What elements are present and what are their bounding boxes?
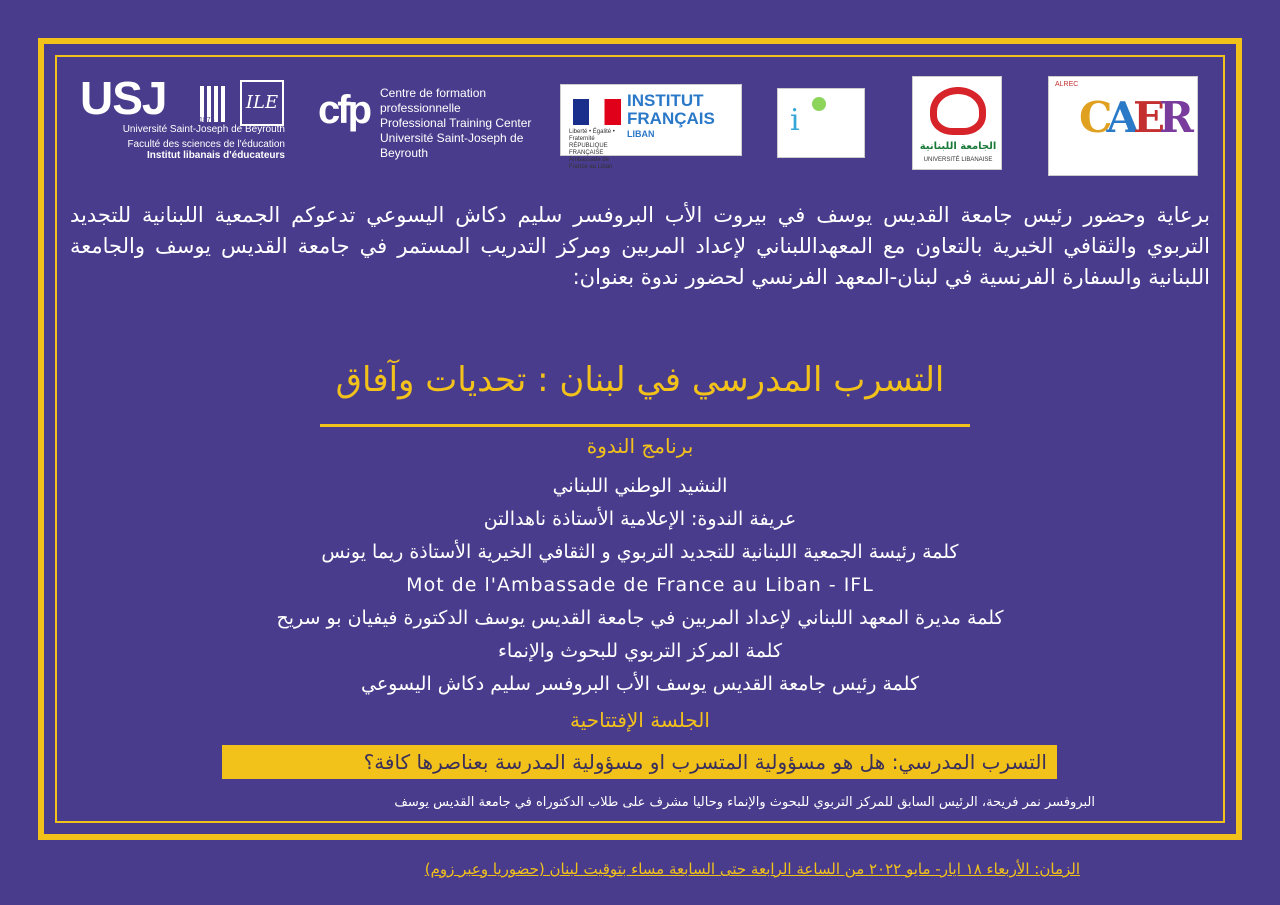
program-item: النشيد الوطني اللبناني xyxy=(552,475,728,497)
session-speaker: البروفسر نمر فريحة، الرئيس السابق للمركز التربوي للبحوث والإنماء وحاليا مشرف على طلاب الدكتوراه في جامعة القديس يوسف xyxy=(394,795,1095,810)
session-heading: الجلسة الإفتتاحية xyxy=(570,708,710,732)
event-time: الزمان: الأربعاء ١٨ ايار- مايو ٢٠٢٢ من الساعة الرابعة حتى السابعة مساء بتوقيت لبنان (حضوريا وعبر زوم) xyxy=(424,860,1080,878)
cfp-line2: professionnelle xyxy=(380,101,461,115)
program-item: كلمة رئيس جامعة القديس يوسف الأب البروفسر سليم دكاش اليسوعي xyxy=(361,673,919,695)
title-underline xyxy=(320,424,970,427)
alrec-abbr: ALREC xyxy=(1055,81,1079,88)
ifl-logo xyxy=(777,88,865,158)
usj-logo xyxy=(80,72,290,161)
if-institut: INSTITUT xyxy=(627,91,704,110)
program-item: Mot de l'Ambassade de France au Liban - IFL xyxy=(406,574,874,596)
program-heading: برنامج الندوة xyxy=(586,434,694,458)
invitation-text: برعاية وحضور رئيس جامعة القديس يوسف في بيروت الأب البروفسر سليم دكاش اليسوعي تدعوكم الجمعية اللبنانية للتجديد التربوي والثقافي الخيرية بالتعاون مع المعهداللبناني لإعداد المربين ومركز التدريب المستمر في جامعة القديس يوسف والجامعة اللبنانية والسفارة الفرنسية في لبنان-المعهد الفرنسي لحضور ندوة بعنوان: xyxy=(70,203,1210,289)
ifl-mark: i xyxy=(790,103,800,138)
cfp-mark: cfp xyxy=(318,88,369,132)
program-item: عريفة الندوة: الإعلامية الأستاذة ناهدالتن xyxy=(483,508,797,530)
ile-logo: ILE xyxy=(240,80,284,126)
usj-column-icon xyxy=(198,84,234,124)
usj-line1: Université Saint-Joseph de Beyrouth xyxy=(122,124,285,135)
logo-bar xyxy=(70,70,1210,185)
usj-year: 1875 xyxy=(199,117,215,124)
session-topic: التسرب المدرسي: هل هو مسؤولية المتسرب او مسؤولية المدرسة بعناصرها كافة؟ xyxy=(363,750,1047,774)
usj-line3: Institut libanais d'éducateurs xyxy=(147,150,285,161)
cfp-line4: Université Saint-Joseph de Beyrouth xyxy=(380,131,524,160)
program-list xyxy=(60,470,1220,701)
ul-emblem-icon xyxy=(930,87,986,135)
usj-wordmark: USJ xyxy=(80,72,167,124)
ifl-dot-icon xyxy=(812,97,826,111)
ul-french-name: UNIVERSITÉ LIBANAISE xyxy=(923,157,993,163)
if-francais: FRANÇAIS xyxy=(627,109,715,128)
institut-francais-logo xyxy=(560,84,742,170)
if-motto: Liberté • Égalité • Fraternité RÉPUBLIQUE FRANÇAISE Ambassade de France au Liban xyxy=(569,129,615,170)
program-item: كلمة المركز التربوي للبحوث والإنماء xyxy=(497,640,783,662)
if-liban: LIBAN xyxy=(627,129,655,139)
alrec-letters: CAER xyxy=(1079,93,1188,142)
cfp-text xyxy=(380,86,548,161)
universite-libanaise-logo xyxy=(912,76,1002,170)
alrec-logo xyxy=(1048,76,1198,176)
symposium-title: التسرب المدرسي في لبنان : تحديات وآفاق xyxy=(335,360,945,400)
program-item: كلمة مديرة المعهد اللبناني لإعداد المربين في جامعة القديس يوسف الدكتورة فيفيان بو سريح xyxy=(276,607,1004,629)
usj-line2: Faculté des sciences de l'éducation xyxy=(127,139,285,150)
cfp-line1: Centre de formation xyxy=(380,86,487,100)
cfp-line3: Professional Training Center xyxy=(380,116,532,130)
program-item: كلمة رئيسة الجمعية اللبنانية للتجديد التربوي و الثقافي الخيرية الأستاذة ريما يونس xyxy=(321,541,959,563)
french-flag-icon xyxy=(573,99,621,125)
ul-arabic-name: الجامعة اللبنانية xyxy=(919,141,997,152)
